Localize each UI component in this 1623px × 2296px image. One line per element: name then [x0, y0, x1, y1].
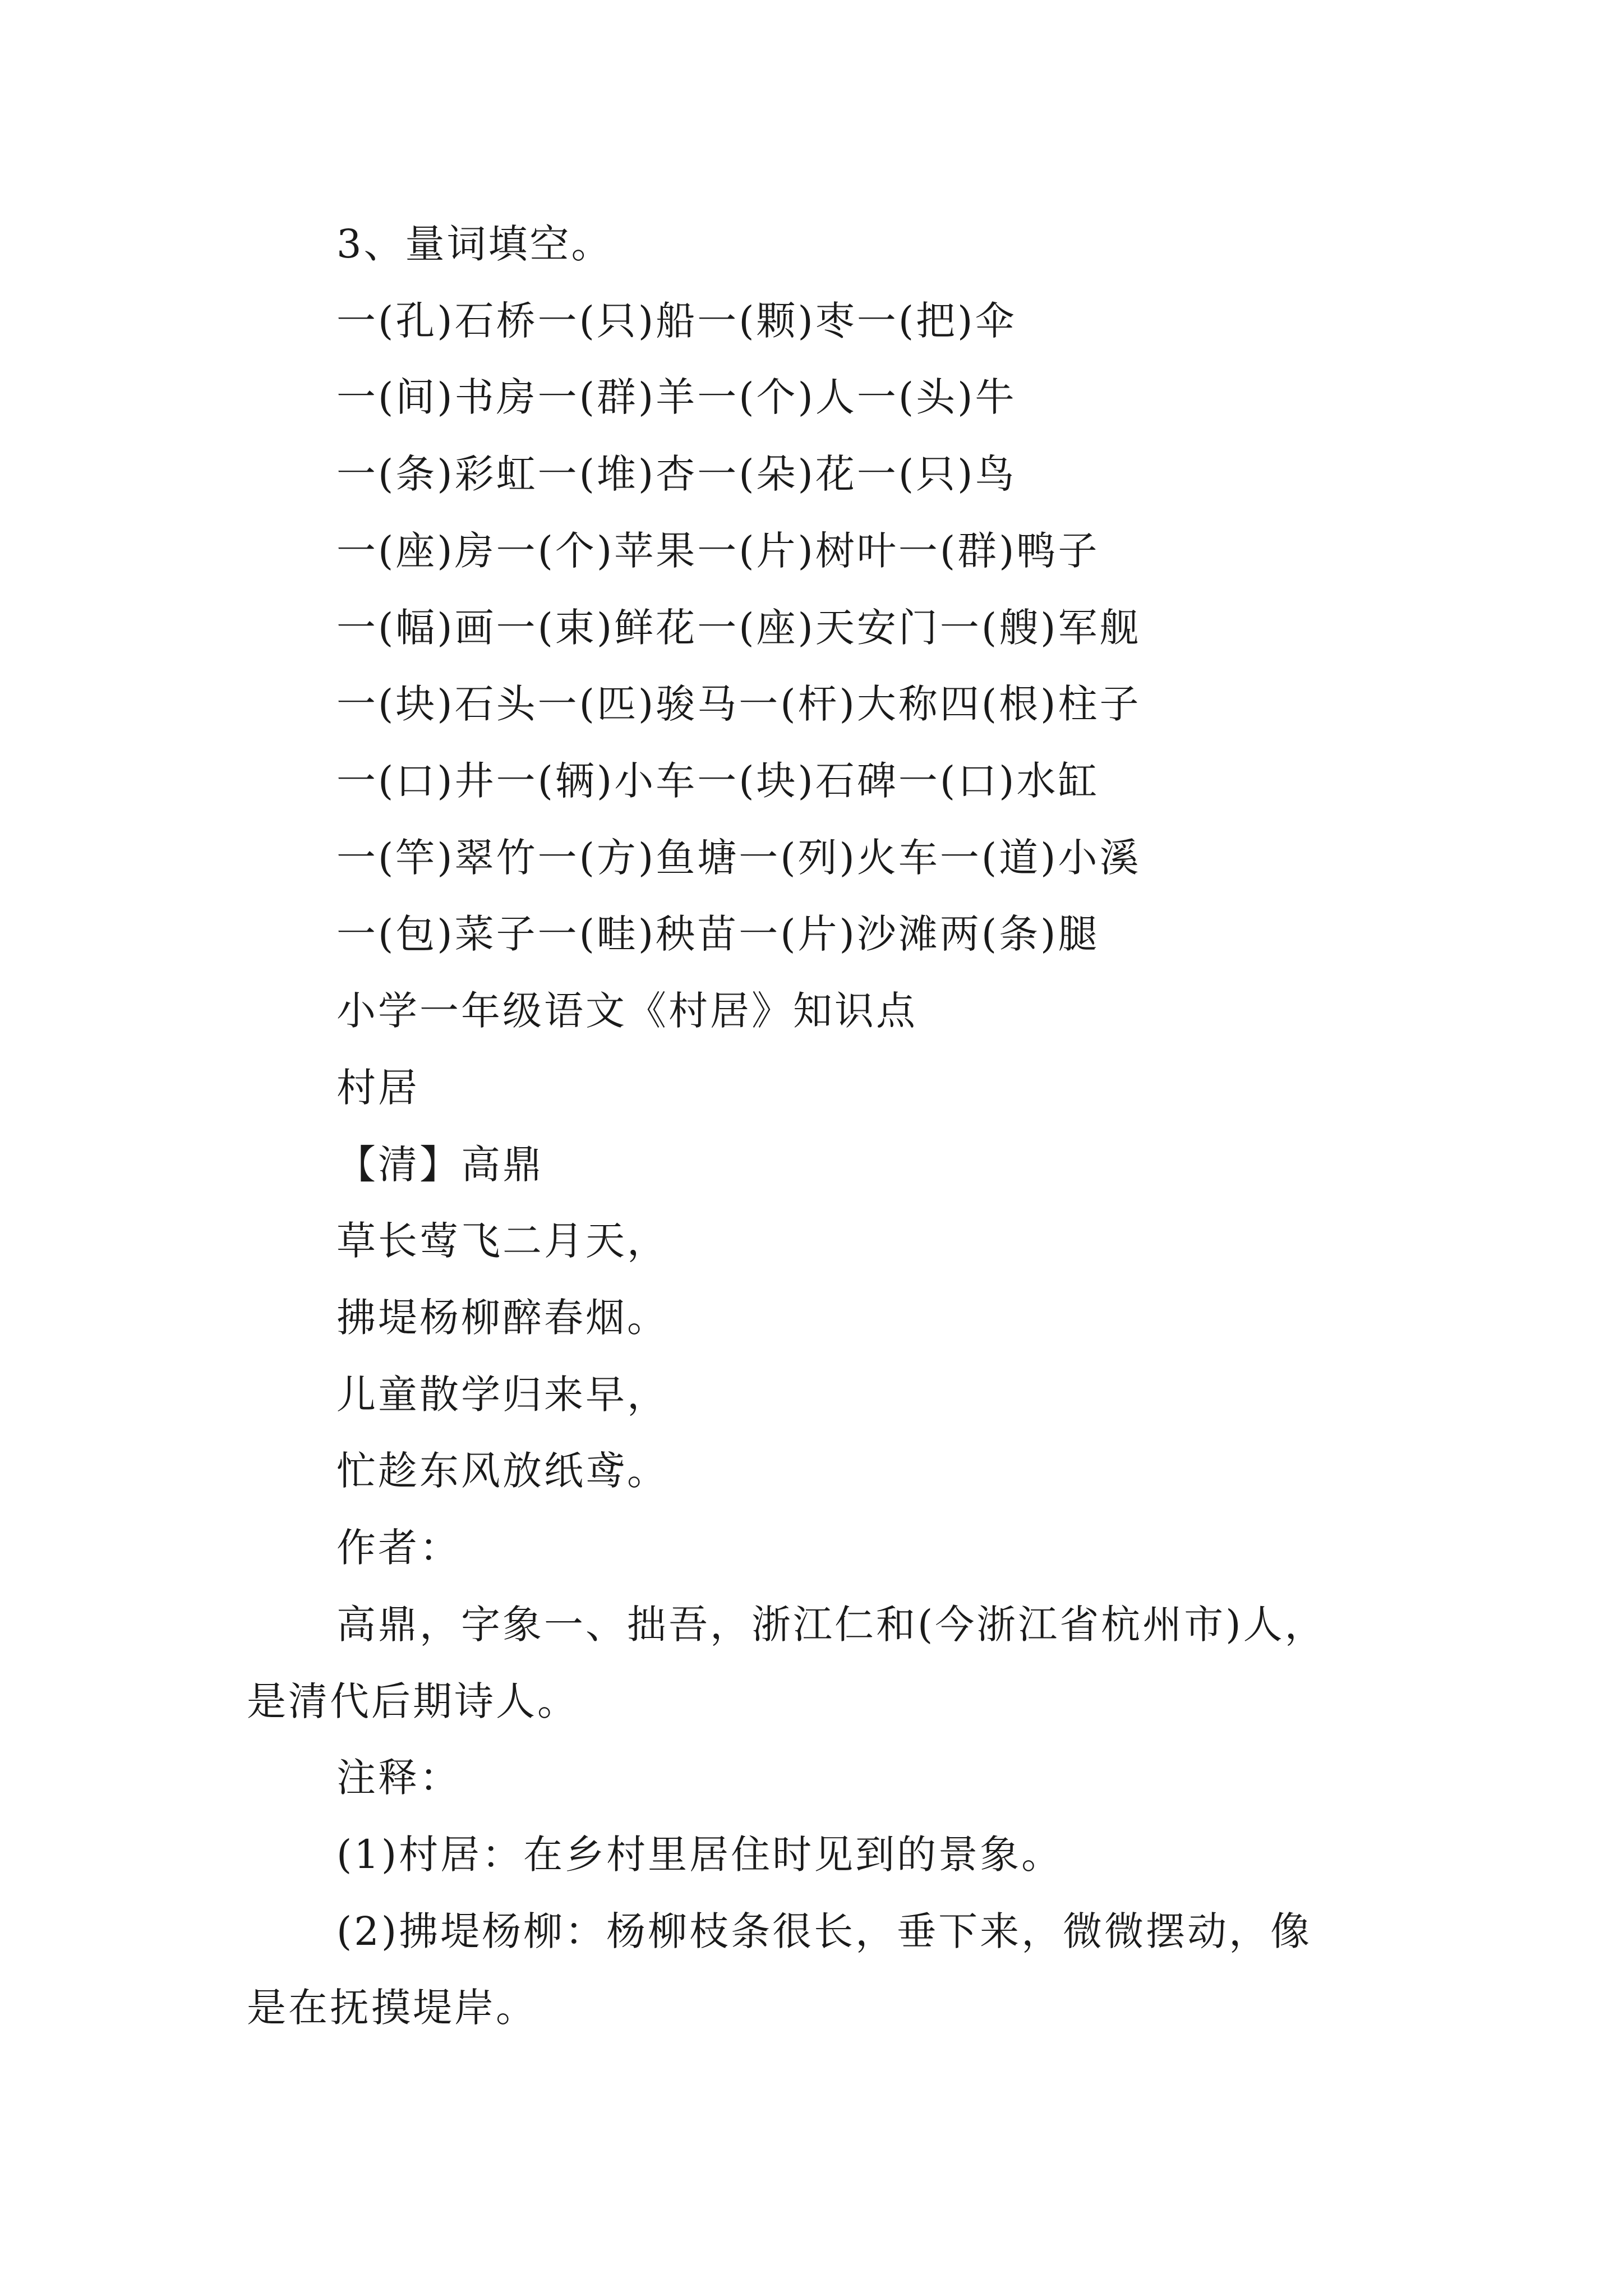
poem-line: 儿童散学归来早，	[336, 1372, 668, 1418]
poem-line: 草长莺飞二月天，	[336, 1218, 668, 1264]
author-heading: 作者：	[336, 1525, 461, 1571]
measure-word-line: 一(条)彩虹一(堆)杏一(朵)花一(只)鸟	[336, 451, 1017, 497]
poem-title: 村居	[336, 1065, 419, 1111]
author-text-line: 是清代后期诗人。	[247, 1678, 579, 1724]
measure-word-line: 一(座)房一(个)苹果一(片)树叶一(群)鸭子	[336, 528, 1100, 574]
note-item-continuation: 是在抚摸堤岸。	[247, 1985, 537, 2031]
notes-heading: 注释：	[336, 1755, 461, 1801]
poem-author: 【清】高鼎	[336, 1142, 544, 1188]
measure-word-line: 一(口)井一(辆)小车一(块)石碑一(口)水缸	[336, 758, 1100, 804]
poem-line: 拂堤杨柳醉春烟。	[336, 1295, 668, 1341]
author-text-line: 高鼎，字象一、拙吾，浙江仁和(今浙江省杭州市)人，	[336, 1602, 1326, 1648]
measure-word-line: 一(幅)画一(束)鲜花一(座)天安门一(艘)军舰	[336, 605, 1141, 651]
measure-word-line: 一(块)石头一(匹)骏马一(杆)大称四(根)柱子	[336, 681, 1141, 727]
measure-word-line: 一(间)书房一(群)羊一(个)人一(头)牛	[336, 374, 1017, 420]
exercise-heading: 3、量词填空。	[336, 221, 613, 267]
measure-word-line: 一(竿)翠竹一(方)鱼塘一(列)火车一(道)小溪	[336, 835, 1141, 881]
note-item: (1)村居：在乡村里居住时见到的景象。	[336, 1832, 1063, 1878]
poem-line: 忙趁东风放纸鸢。	[336, 1448, 668, 1494]
section-title: 小学一年级语文《村居》知识点	[336, 988, 917, 1034]
measure-word-line: 一(包)菜子一(畦)秧苗一(片)沙滩两(条)腿	[336, 911, 1100, 957]
note-item: (2)拂堤杨柳：杨柳枝条很长，垂下来，微微摆动，像	[336, 1908, 1312, 1954]
measure-word-line: 一(孔)石桥一(只)船一(颗)枣一(把)伞	[336, 298, 1017, 344]
